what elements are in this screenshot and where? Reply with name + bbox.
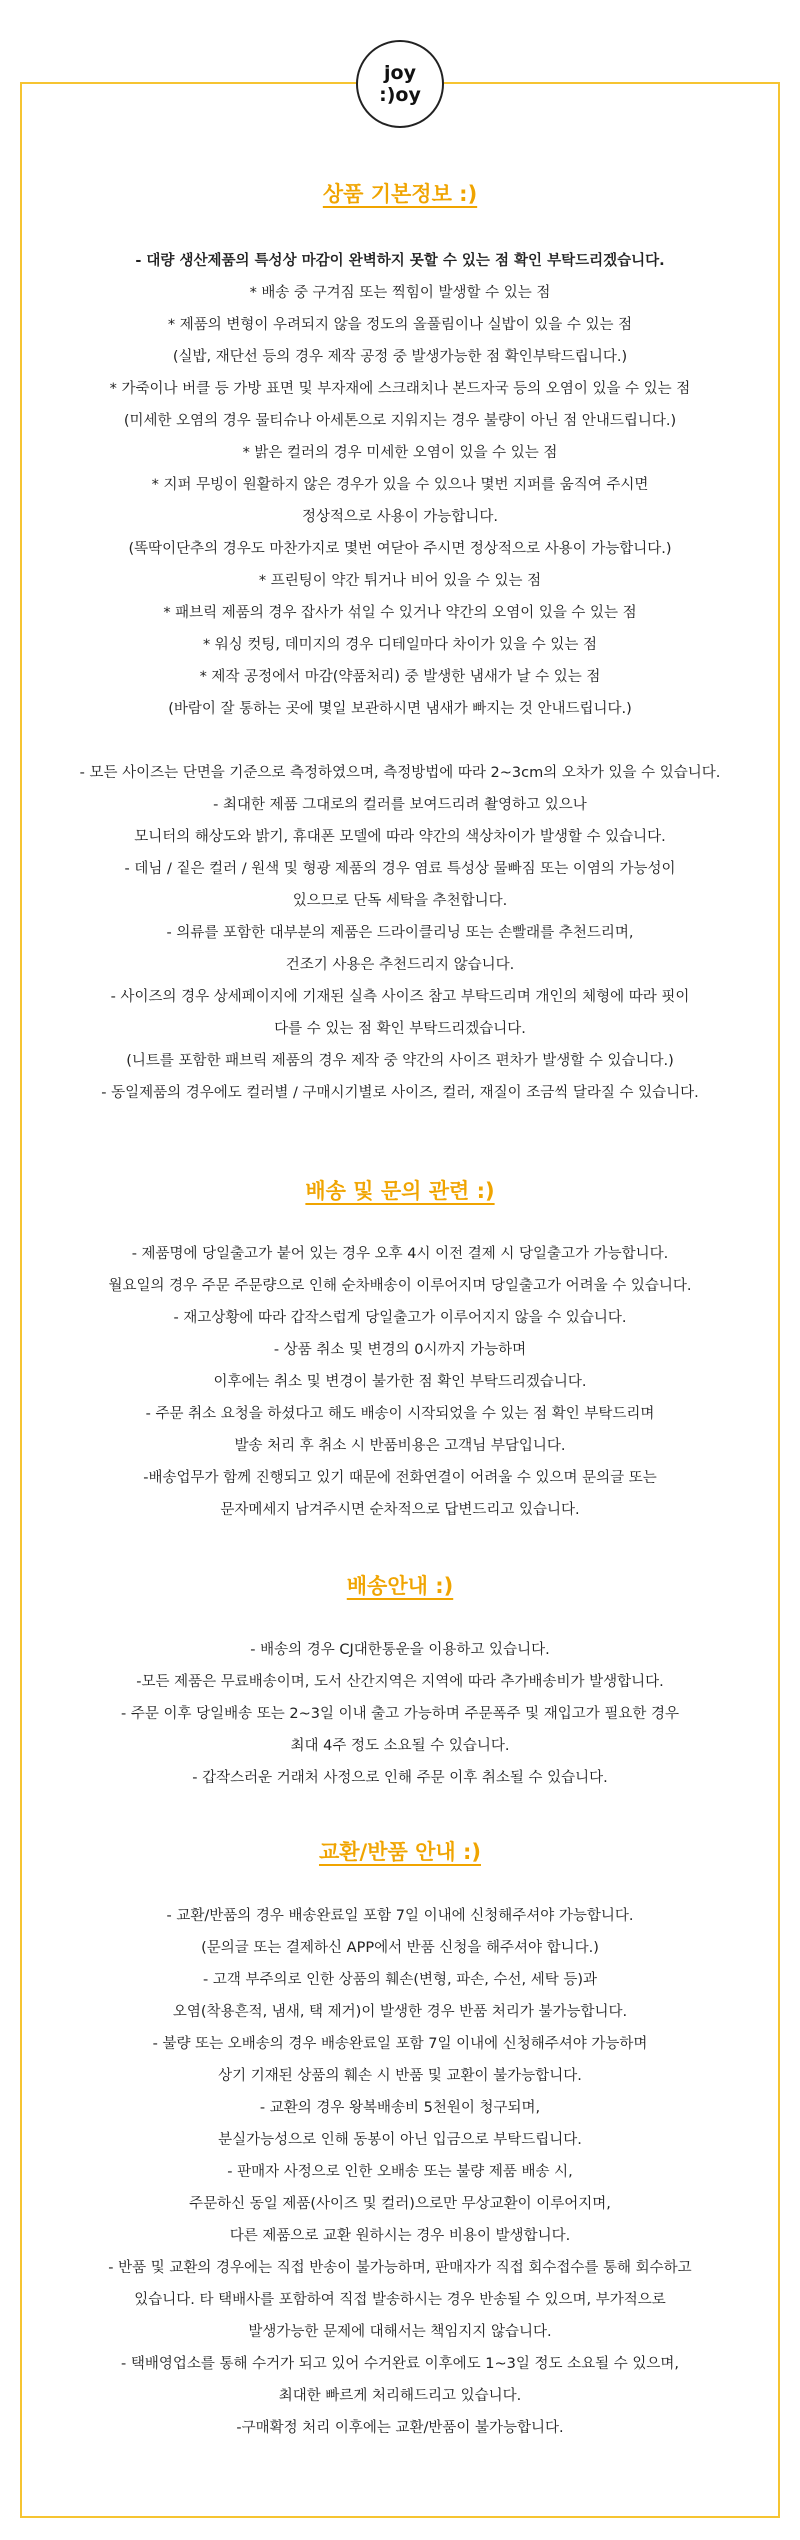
section-title-shipping-inquiry: 배송 및 문의 관련 :)	[305, 1179, 495, 1203]
text-line: - 교환의 경우 왕복배송비 5천원이 청구되며,	[259, 2100, 541, 2116]
text-line: - 주문 이후 당일배송 또는 2~3일 이내 출고 가능하며 주문폭주 및 재입고가 필요한 경우	[121, 1706, 679, 1722]
text-line: (바람이 잘 통하는 곳에 몇일 보관하시면 냄새가 빠지는 것 안내드립니다.)	[168, 701, 632, 717]
text-line: 다른 제품으로 교환 원하시는 경우 비용이 발생합니다.	[229, 2228, 571, 2244]
text-line: 분실가능성으로 인해 동봉이 아닌 입금으로 부탁드립니다.	[218, 2132, 582, 2148]
text-line: (실밥, 재단선 등의 경우 제작 공정 중 발생가능한 점 확인부탁드립니다.)	[172, 349, 628, 365]
text-line: - 동일제품의 경우에도 컬러별 / 구매시기별로 사이즈, 컬러, 재질이 조금씩 달라질 수 있습니다.	[101, 1085, 699, 1101]
text-line: 최대한 빠르게 처리해드리고 있습니다.	[278, 2388, 522, 2404]
text-line: - 주문 취소 요청을 하셨다고 해도 배송이 시작되었을 수 있는 점 확인 부탁드리며	[145, 1406, 655, 1422]
section-title-shipping-guide: 배송안내 :)	[346, 1574, 454, 1598]
text-line: - 택배영업소를 통해 수거가 되고 있어 수거완료 이후에도 1~3일 정도 소요될 수 있으며,	[121, 2356, 679, 2372]
section-title-exchange-return: 교환/반품 안내 :)	[318, 1840, 481, 1864]
text-line: (똑딱이단추의 경우도 마찬가지로 몇번 여닫아 주시면 정상적으로 사용이 가능합니다.)	[128, 541, 672, 557]
section-body-exchange-return	[30, 1900, 770, 2444]
text-line: - 제품명에 당일출고가 붙어 있는 경우 오후 4시 이전 결제 시 당일출고가 가능합니다.	[131, 1246, 669, 1262]
text-line: (니트를 포함한 패브릭 제품의 경우 제작 중 약간의 사이즈 편차가 발생할 수 있습니다.)	[126, 1053, 674, 1069]
text-line: - 데님 / 짙은 컬러 / 원색 및 형광 제품의 경우 염료 특성상 물빠짐 또는 이염의 가능성이	[124, 861, 676, 877]
section-body-shipping-guide	[30, 1634, 770, 1794]
section-title-product-info: 상품 기본정보 :)	[322, 182, 478, 206]
text-line: 있습니다. 타 택배사를 포함하여 직접 발송하시는 경우 반송될 수 있으며, 부가적으로	[134, 2292, 666, 2308]
text-line: * 프린팅이 약간 튀거나 비어 있을 수 있는 점	[258, 573, 542, 589]
brand-logo	[356, 40, 444, 128]
text-line: * 제작 공정에서 마감(약품처리) 중 발생한 냄새가 날 수 있는 점	[199, 669, 601, 685]
section-body-product-info	[30, 245, 770, 1109]
text-line: - 고객 부주의로 인한 상품의 훼손(변형, 파손, 수선, 세탁 등)과	[202, 1972, 597, 1988]
text-line: 다를 수 있는 점 확인 부탁드리겠습니다.	[274, 1021, 526, 1037]
logo-line-2: :)oy	[379, 84, 421, 106]
text-line: (미세한 오염의 경우 물티슈나 아세톤으로 지워지는 경우 불량이 아닌 점 안내드립니다.)	[123, 413, 677, 429]
text-line: 발송 처리 후 취소 시 반품비용은 고객님 부담입니다.	[234, 1438, 566, 1454]
text-line: - 상품 취소 및 변경의 0시까지 가능하며	[273, 1342, 527, 1358]
text-line: 최대 4주 정도 소요될 수 있습니다.	[290, 1738, 510, 1754]
text-line: - 판매자 사정으로 인한 오배송 또는 불량 제품 배송 시,	[227, 2164, 573, 2180]
text-line: -구매확정 처리 이후에는 교환/반품이 불가능합니다.	[236, 2420, 564, 2436]
text-line: 정상적으로 사용이 가능합니다.	[302, 509, 498, 525]
text-line: * 패브릭 제품의 경우 잡사가 섞일 수 있거나 약간의 오염이 있을 수 있는 점	[163, 605, 637, 621]
text-line	[30, 725, 770, 757]
text-line: 월요일의 경우 주문 주문량으로 인해 순차배송이 이루어지며 당일출고가 어려울 수 있습니다.	[108, 1278, 692, 1294]
text-line: * 밝은 컬러의 경우 미세한 오염이 있을 수 있는 점	[242, 445, 558, 461]
text-line: - 최대한 제품 그대로의 컬러를 보여드리려 촬영하고 있으나	[213, 797, 587, 813]
text-line: 상기 기재된 상품의 훼손 시 반품 및 교환이 불가능합니다.	[218, 2068, 582, 2084]
text-line: 오염(착용흔적, 냄새, 택 제거)이 발생한 경우 반품 처리가 불가능합니다.	[172, 2004, 628, 2020]
text-line: - 의류를 포함한 대부분의 제품은 드라이클리닝 또는 손빨래를 추천드리며,	[166, 925, 634, 941]
text-line: (문의글 또는 결제하신 APP에서 반품 신청을 해주셔야 합니다.)	[201, 1940, 599, 1956]
text-line: - 모든 사이즈는 단면을 기준으로 측정하였으며, 측정방법에 따라 2~3cm의 오차가 있을 수 있습니다.	[79, 765, 721, 781]
text-line: * 배송 중 구겨짐 또는 찍힘이 발생할 수 있는 점	[249, 285, 551, 301]
section-body-shipping-inquiry	[30, 1238, 770, 1526]
text-line: - 교환/반품의 경우 배송완료일 포함 7일 이내에 신청해주셔야 가능합니다.	[166, 1908, 634, 1924]
text-line: 있으므로 단독 세탁을 추천합니다.	[292, 893, 508, 909]
text-line: - 반품 및 교환의 경우에는 직접 반송이 불가능하며, 판매자가 직접 회수접수를 통해 회수하고	[108, 2260, 692, 2276]
text-line: - 배송의 경우 CJ대한통운을 이용하고 있습니다.	[250, 1642, 550, 1658]
text-line: - 불량 또는 오배송의 경우 배송완료일 포함 7일 이내에 신청해주셔야 가능하며	[152, 2036, 648, 2052]
text-line: * 지퍼 무빙이 원활하지 않은 경우가 있을 수 있으나 몇번 지퍼를 움직여 주시면	[151, 477, 649, 493]
text-line: 이후에는 취소 및 변경이 불가한 점 확인 부탁드리겠습니다.	[213, 1374, 587, 1390]
text-line: 발생가능한 문제에 대해서는 책임지지 않습니다.	[248, 2324, 552, 2340]
text-line: * 제품의 변형이 우려되지 않을 정도의 올풀림이나 실밥이 있을 수 있는 점	[167, 317, 633, 333]
text-line: 문자메세지 남겨주시면 순차적으로 답변드리고 있습니다.	[220, 1502, 580, 1518]
text-line: - 대량 생산제품의 특성상 마감이 완벽하지 못할 수 있는 점 확인 부탁드리겠습니다.	[135, 253, 665, 269]
text-line: -배송업무가 함께 진행되고 있기 때문에 전화연결이 어려울 수 있으며 문의글 또는	[143, 1470, 657, 1486]
text-line: - 사이즈의 경우 상세페이지에 기재된 실측 사이즈 참고 부탁드리며 개인의 체형에 따라 핏이	[110, 989, 690, 1005]
text-line: * 워싱 컷팅, 데미지의 경우 디테일마다 차이가 있을 수 있는 점	[202, 637, 598, 653]
text-line: 주문하신 동일 제품(사이즈 및 컬러)으로만 무상교환이 이루어지며,	[189, 2196, 611, 2212]
text-line: - 갑작스러운 거래처 사정으로 인해 주문 이후 취소될 수 있습니다.	[192, 1770, 608, 1786]
logo-line-1: joy	[384, 62, 416, 84]
text-line: - 재고상황에 따라 갑작스럽게 당일출고가 이루어지지 않을 수 있습니다.	[173, 1310, 627, 1326]
text-line: 건조기 사용은 추천드리지 않습니다.	[285, 957, 515, 973]
text-line: 모니터의 해상도와 밝기, 휴대폰 모델에 따라 약간의 색상차이가 발생할 수 있습니다.	[134, 829, 666, 845]
text-line: -모든 제품은 무료배송이며, 도서 산간지역은 지역에 따라 추가배송비가 발생합니다.	[136, 1674, 664, 1690]
text-line: * 가죽이나 버클 등 가방 표면 및 부자재에 스크래치나 본드자국 등의 오염이 있을 수 있는 점	[109, 381, 691, 397]
